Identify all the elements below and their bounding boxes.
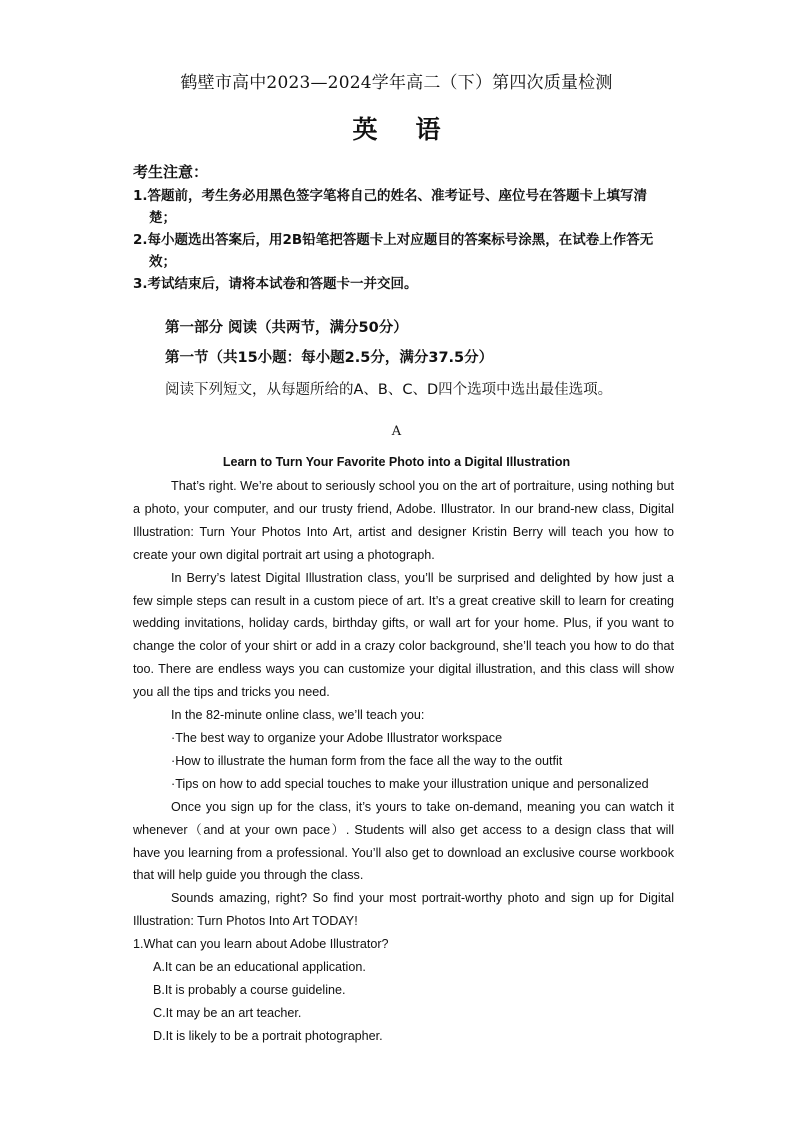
passage-body: [133, 475, 674, 1048]
passage-bullet: ·The best way to organize your Adobe Illustrator workspace: [171, 730, 503, 745]
notice-item: 2.每小题选出答案后，用2B铅笔把答题卡上对应题目的答案标号涂黑，在试卷上作答无效；: [133, 232, 654, 270]
question-option: C.It may be an art teacher.: [153, 1005, 302, 1020]
passage-paragraph: Sounds amazing, right? So find your most portrait-worthy photo and sign up for Digital Illustration: Turn Photos Into Art TODAY!: [133, 891, 674, 929]
notice-item: 3.考试结束后，请将本试卷和答题卡一并交回。: [133, 276, 418, 292]
subject-title-part-1: 英: [352, 115, 378, 144]
passage-title: Learn to Turn Your Favorite Photo into a Digital Illustration: [222, 455, 571, 469]
passage-label: A: [391, 424, 402, 439]
passage-bullet: ·Tips on how to add special touches to make your illustration unique and personalized: [171, 776, 649, 791]
subject-title: [0, 110, 793, 146]
exam-title: 鹤壁市高中2023—2024学年高二（下）第四次质量检测: [180, 73, 613, 93]
passage-paragraph: In Berry’s latest Digital Illustration class, you’ll be surprised and delighted by how just a few simple steps can result in a custom piece of art. It’s a great creative skill to learn for creating wedding invitations, holiday cards, birthday gifts, or wall art for your home. Plus, if you want to change the color of your shirt or add in a crazy color background, she’ll teach you how to do that too. There are endless ways you can customize your digital illustration, and this class will show you all the tips and tricks you need.: [133, 570, 674, 700]
section-heading: 第一节（共15小题：每小题2.5分，满分37.5分）: [165, 350, 494, 366]
question-option: D.It is likely to be a portrait photographer.: [153, 1028, 383, 1043]
question-stem: 1.What can you learn about Adobe Illustrator?: [133, 937, 389, 952]
section-instruction: 阅读下列短文，从每题所给的A、B、C、D四个选项中选出最佳选项。: [165, 382, 613, 398]
part-heading: 第一部分 阅读（共两节，满分50分）: [165, 320, 408, 336]
notice-list: [133, 185, 673, 295]
subject-title-part-2: 语: [415, 115, 441, 144]
passage-paragraph: In the 82-minute online class, we’ll teach you:: [171, 708, 425, 723]
passage-bullet: ·How to illustrate the human form from the face all the way to the outfit: [171, 753, 563, 768]
notice-heading: 考生注意：: [133, 164, 209, 181]
passage-paragraph: That’s right. We’re about to seriously school you on the art of portraiture, using nothing but a photo, your computer, and our trusty friend, Adobe. Illustrator. In our brand-new class, Digital Illustration: Turn Your Photos Into Art, artist and designer Kristin Berry will teach you how to create your own digital portrait art using a photograph.: [133, 479, 674, 562]
question-option: A.It can be an educational application.: [153, 960, 366, 975]
question-option: B.It is probably a course guideline.: [153, 982, 346, 997]
notice-item: 1.答题前，考生务必用黑色签字笔将自己的姓名、准考证号、座位号在答题卡上填写清楚；: [133, 188, 648, 226]
passage-paragraph: Once you sign up for the class, it’s yours to take on-demand, meaning you can watch it whenever（and at your own pace）. Students will also get access to a design class that will have you learning from a professional. You’ll also get to download an exclusive course workbook that will help guide you through the class.: [133, 799, 674, 883]
